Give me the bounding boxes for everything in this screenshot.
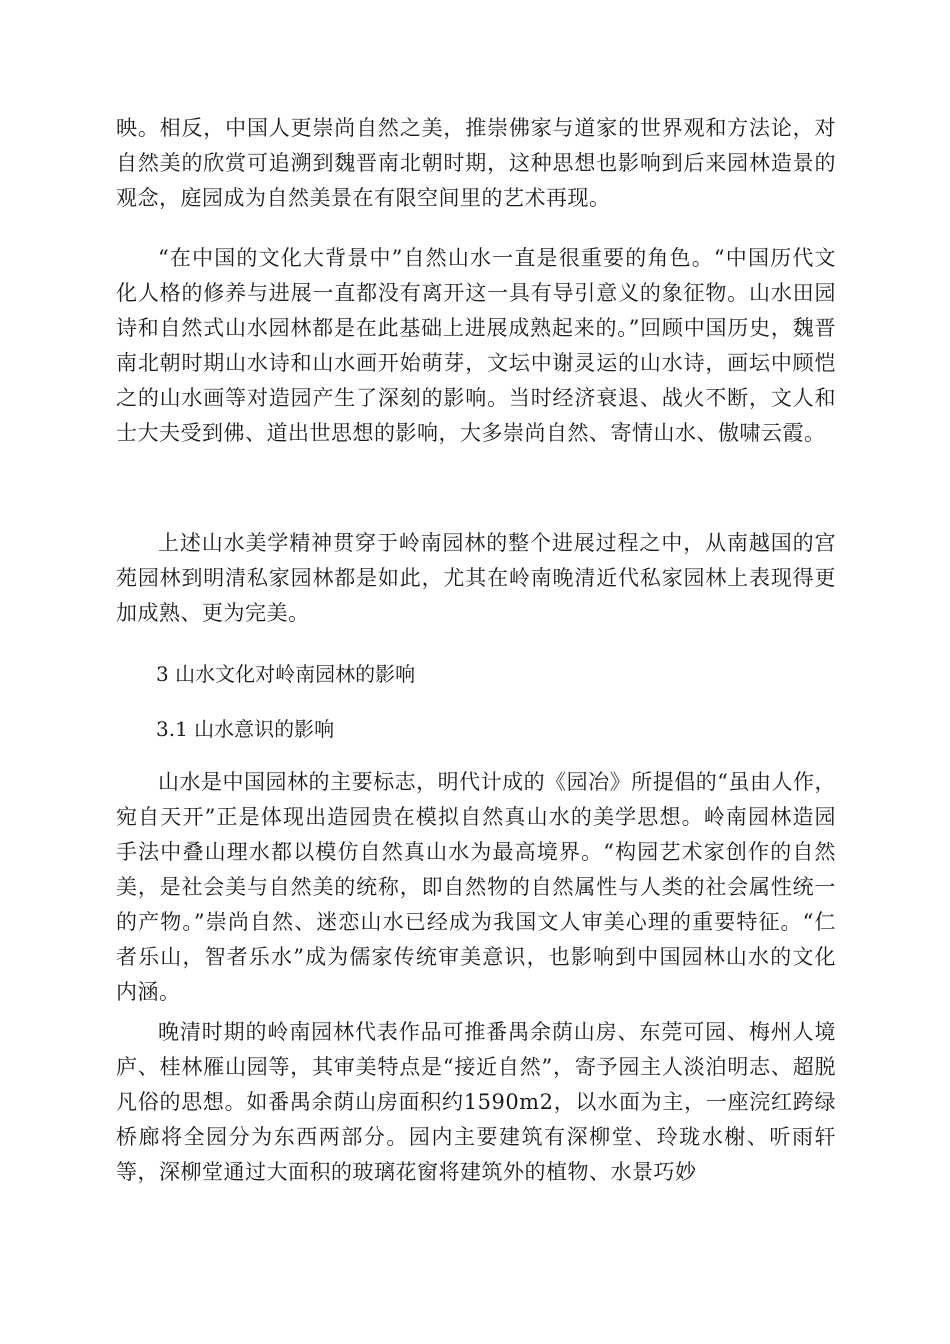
section-heading: 3 山水文化对岭南园林的影响 [156, 662, 416, 686]
paragraph-1: 映。相反，中国人更崇尚自然之美，推崇佛家与道家的世界观和方法论，对自然美的欣赏可追溯到魏晋南北朝时期，这种思想也影响到后来园林造景的观念，庭园成为自然美景在有限空间里的艺术再现。 [116, 116, 836, 210]
paragraph-5: 晚清时期的岭南园林代表作品可推番禺余荫山房、东莞可园、梅州人境庐、桂林雁山园等，其审美特点是“接近自然”，寄予园主人淡泊明志、超脱凡俗的思想。如番禺余荫山房面积约1590m2，以水面为主，一座浣红跨绿桥廊将全园分为东西两部分。园内主要建筑有深柳堂、玲珑水榭、听雨轩等，深柳堂通过大面积的玻璃花窗将建筑外的植物、水景巧妙 [116, 1020, 836, 1184]
subsection-heading: 3.1 山水意识的影响 [156, 717, 335, 741]
paragraph-2: “在中国的文化大背景中”自然山水一直是很重要的角色。“中国历代文化人格的修养与进展一直都没有离开这一具有导引意义的象征物。山水田园诗和自然式山水园林都是在此基础上进展成熟起来的。”回顾中国历史，魏晋南北朝时期山水诗和山水画开始萌芽，文坛中谢灵运的山水诗，画坛中顾恺之的山水画等对造园产生了深刻的影响。当时经济衰退、战火不断，文人和士大夫受到佛、道出世思想的影响，大多崇尚自然、寄情山水、傲啸云霞。 [116, 246, 836, 445]
paragraph-4: 山水是中国园林的主要标志，明代计成的《园冶》所提倡的“虽由人作，宛自天开”正是体现出造园贵在模拟自然真山水的美学思想。岭南园林造园手法中叠山理水都以模仿自然真山水为最高境界。“构园艺术家创作的自然美，是社会美与自然美的统称，即自然物的自然属性与人类的社会属性统一的产物。”崇尚自然、迷恋山水已经成为我国文人审美心理的重要特征。“仁者乐山，智者乐水”成为儒家传统审美意识，也影响到中国园林山水的文化内涵。 [116, 770, 836, 1004]
paragraph-3: 上述山水美学精神贯穿于岭南园林的整个进展过程之中，从南越国的宫苑园林到明清私家园林都是如此，尤其在岭南晚清近代私家园林上表现得更加成熟、更为完美。 [116, 531, 836, 625]
